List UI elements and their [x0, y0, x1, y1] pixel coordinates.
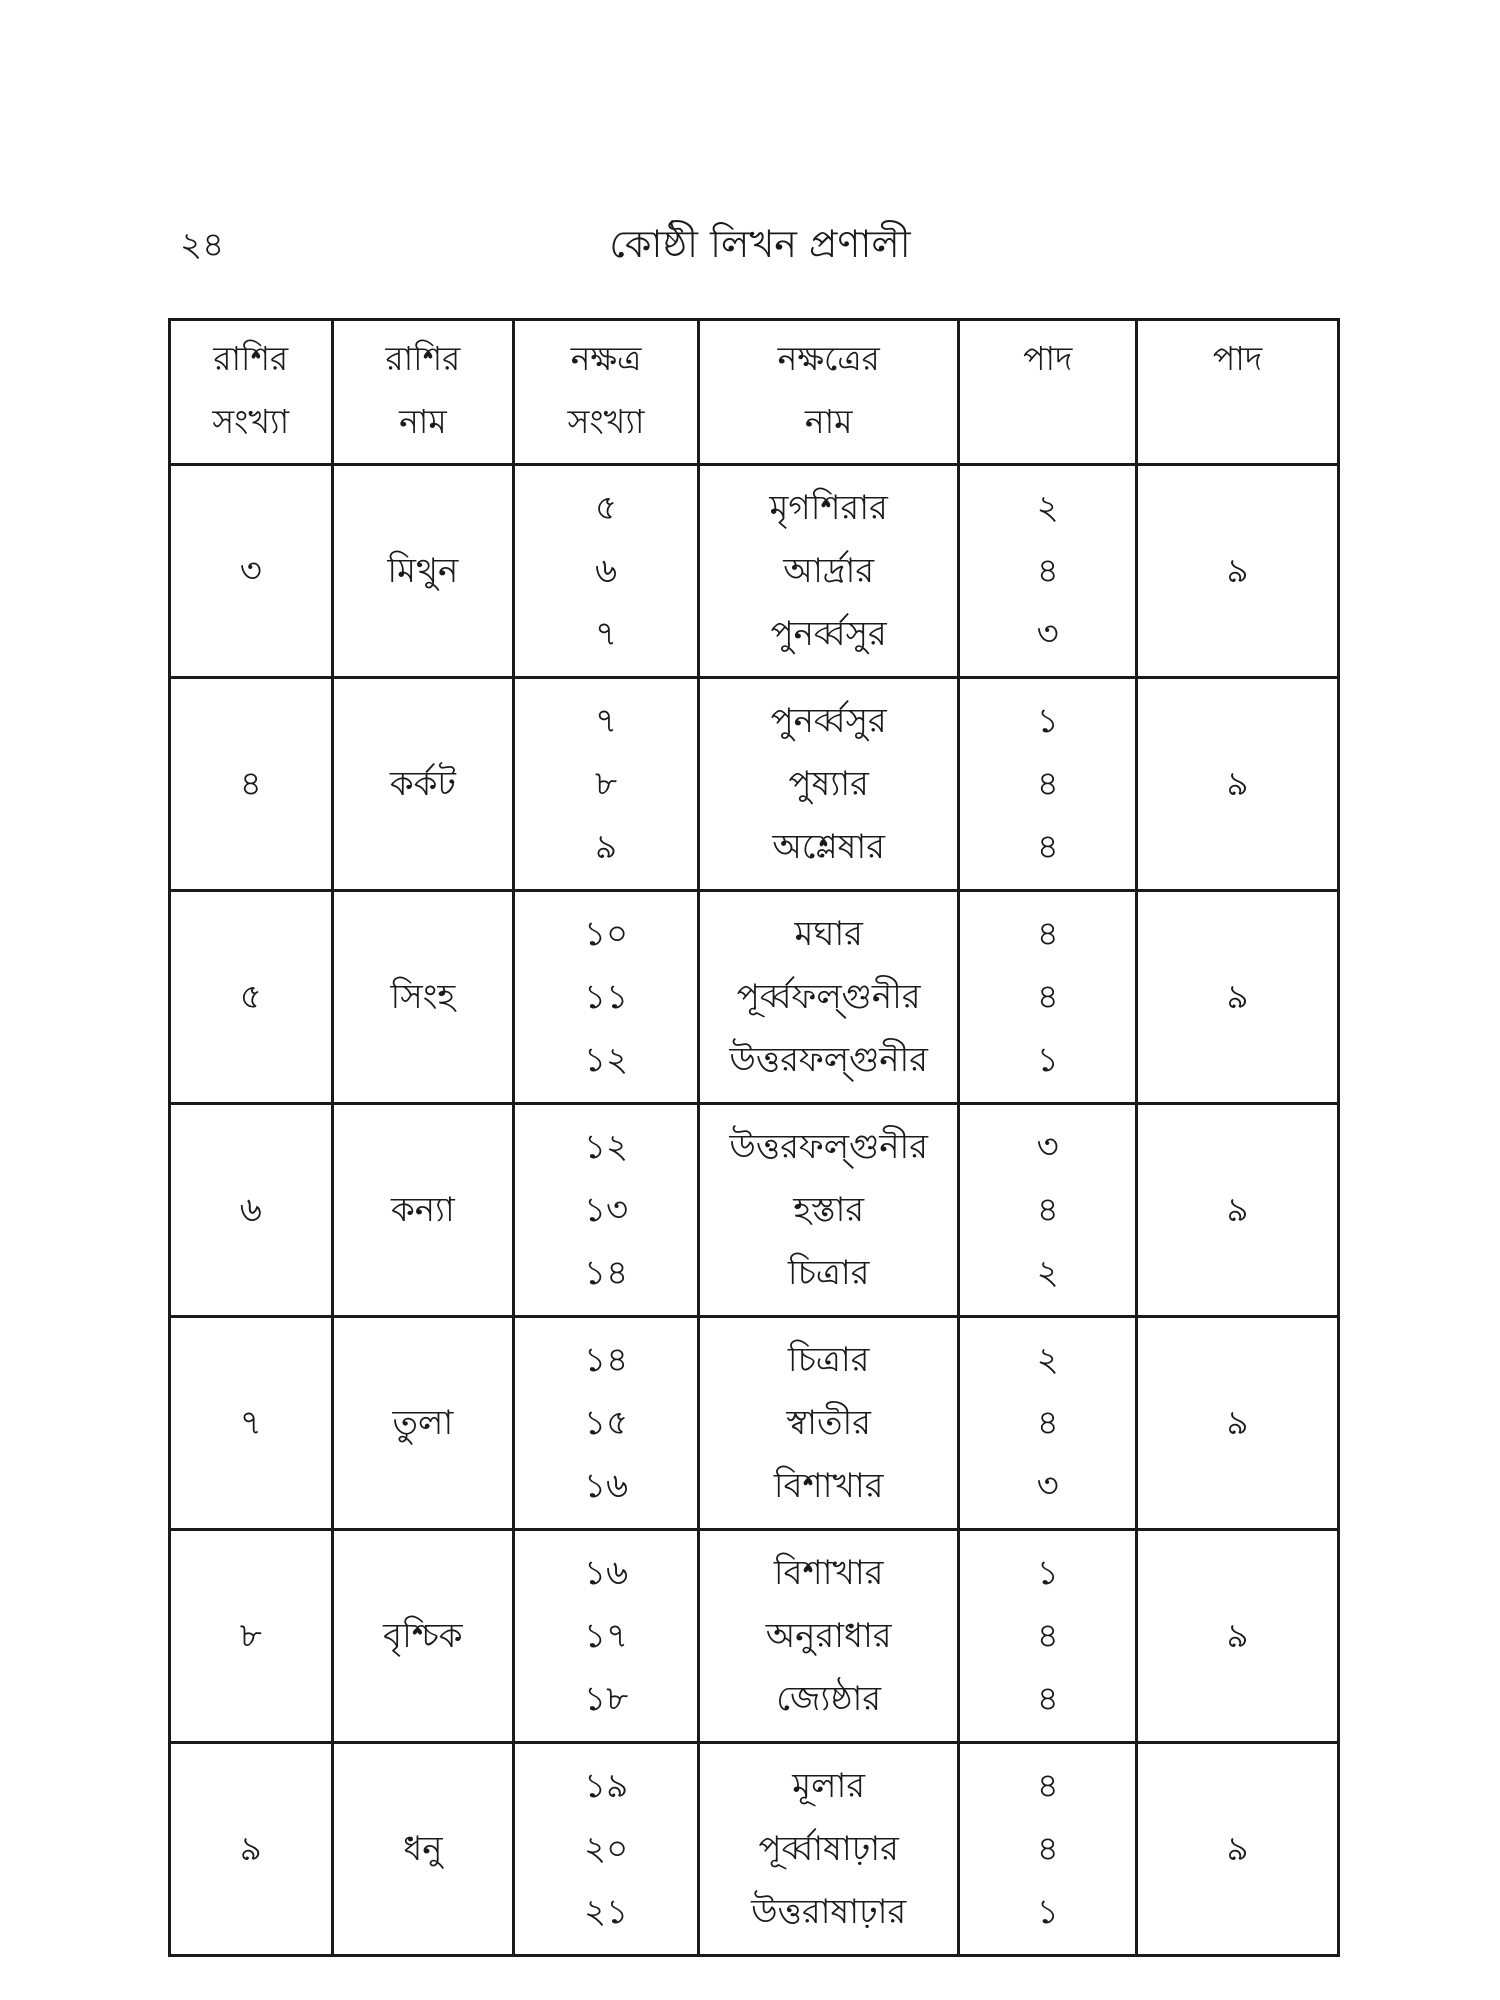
- rashi-number-cell: ৯: [170, 1743, 333, 1956]
- table-row: [170, 1317, 1339, 1530]
- pada-cell: ১ ৪ ৪: [959, 678, 1137, 891]
- table-header-row: [170, 320, 1339, 465]
- nakshatra-number-cell: ৭ ৮ ৯: [514, 678, 699, 891]
- rashi-name-cell: কর্কট: [332, 678, 514, 891]
- table-row: [170, 1530, 1339, 1743]
- table-row: [170, 1104, 1339, 1317]
- pada-total-cell: ৯: [1137, 465, 1339, 678]
- pada-cell: ২ ৪ ৩: [959, 465, 1137, 678]
- pada-cell: ১ ৪ ৪: [959, 1530, 1137, 1743]
- col-header-rashi-name: রাশির নাম: [332, 320, 514, 465]
- pada-cell: ৪ ৪ ১: [959, 1743, 1137, 1956]
- rashi-name-cell: সিংহ: [332, 891, 514, 1104]
- rashi-number-cell: ৬: [170, 1104, 333, 1317]
- col-header-nakshatra-number: নক্ষত্র সংখ্যা: [514, 320, 699, 465]
- nakshatra-name-cell: বিশাখার অনুরাধার জ্যেষ্ঠার: [698, 1530, 958, 1743]
- pada-total-cell: ৯: [1137, 1317, 1339, 1530]
- nakshatra-table: [168, 318, 1340, 1957]
- nakshatra-name-cell: পুনর্ব্বসুর পুষ্যার অশ্লেষার: [698, 678, 958, 891]
- rashi-number-cell: ৩: [170, 465, 333, 678]
- nakshatra-number-cell: ১৯ ২০ ২১: [514, 1743, 699, 1956]
- pada-total-cell: ৯: [1137, 1104, 1339, 1317]
- pada-total-cell: ৯: [1137, 678, 1339, 891]
- page-number: ২৪: [180, 225, 225, 265]
- rashi-number-cell: ৫: [170, 891, 333, 1104]
- col-header-pada: পাদ: [959, 320, 1137, 465]
- rashi-name-cell: কন্যা: [332, 1104, 514, 1317]
- pada-cell: ২ ৪ ৩: [959, 1317, 1137, 1530]
- nakshatra-number-cell: ১০ ১১ ১২: [514, 891, 699, 1104]
- pada-total-cell: ৯: [1137, 1743, 1339, 1956]
- nakshatra-number-cell: ১৬ ১৭ ১৮: [514, 1530, 699, 1743]
- nakshatra-name-cell: মূলার পূর্ব্বাষাঢ়ার উত্তরাষাঢ়ার: [698, 1743, 958, 1956]
- rashi-name-cell: তুলা: [332, 1317, 514, 1530]
- nakshatra-name-cell: মঘার পূর্ব্বফল্গুনীর উত্তরফল্গুনীর: [698, 891, 958, 1104]
- table-row: [170, 891, 1339, 1104]
- col-header-pada-total: পাদ: [1137, 320, 1339, 465]
- table-row: [170, 678, 1339, 891]
- rashi-name-cell: বৃশ্চিক: [332, 1530, 514, 1743]
- nakshatra-number-cell: ১৪ ১৫ ১৬: [514, 1317, 699, 1530]
- nakshatra-name-cell: মৃগশিরার আর্দ্রার পুনর্ব্বসুর: [698, 465, 958, 678]
- nakshatra-name-cell: চিত্রার স্বাতীর বিশাখার: [698, 1317, 958, 1530]
- book-title: কোষ্ঠী লিখন প্রণালী: [609, 222, 911, 266]
- nakshatra-number-cell: ১২ ১৩ ১৪: [514, 1104, 699, 1317]
- rashi-number-cell: ৪: [170, 678, 333, 891]
- col-header-rashi-number: রাশির সংখ্যা: [170, 320, 333, 465]
- rashi-name-cell: মিথুন: [332, 465, 514, 678]
- table-row: [170, 465, 1339, 678]
- col-header-nakshatra-name: নক্ষত্রের নাম: [698, 320, 958, 465]
- rashi-number-cell: ৮: [170, 1530, 333, 1743]
- pada-total-cell: ৯: [1137, 891, 1339, 1104]
- nakshatra-number-cell: ৫ ৬ ৭: [514, 465, 699, 678]
- pada-cell: ৩ ৪ ২: [959, 1104, 1137, 1317]
- page-header: [170, 215, 1350, 275]
- rashi-number-cell: ৭: [170, 1317, 333, 1530]
- nakshatra-name-cell: উত্তরফল্গুনীর হস্তার চিত্রার: [698, 1104, 958, 1317]
- pada-total-cell: ৯: [1137, 1530, 1339, 1743]
- rashi-name-cell: ধনু: [332, 1743, 514, 1956]
- table-row: [170, 1743, 1339, 1956]
- pada-cell: ৪ ৪ ১: [959, 891, 1137, 1104]
